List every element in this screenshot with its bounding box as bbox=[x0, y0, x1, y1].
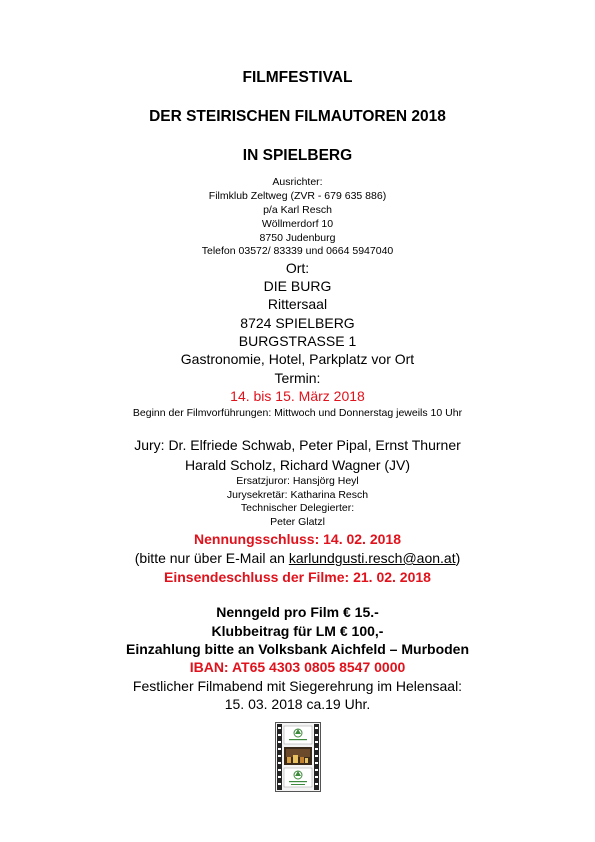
iban: IBAN: AT65 4303 0805 8547 0000 bbox=[189, 659, 406, 675]
venue-street: BURGSTRASSE 1 bbox=[238, 333, 357, 349]
entry-fee: Nenngeld pro Film € 15.- bbox=[216, 604, 379, 620]
title-line-1: FILMFESTIVAL bbox=[242, 69, 353, 86]
venue-label: Ort: bbox=[285, 260, 310, 276]
venue-city: 8724 SPIELBERG bbox=[240, 315, 355, 331]
evening-line-1: Festlicher Filmabend mit Siegerehrung im Helensaal: bbox=[132, 678, 463, 694]
email-prefix: (bitte nur über E-Mail an bbox=[134, 550, 289, 566]
date-value: 14. bis 15. März 2018 bbox=[230, 388, 365, 404]
jury-substitute: Ersatzjuror: Hansjörg Heyl bbox=[236, 475, 359, 487]
jury-line-2: Harald Scholz, Richard Wagner (JV) bbox=[184, 457, 411, 473]
organizer-label: Ausrichter: bbox=[272, 176, 323, 188]
jury-delegate-label: Technischer Delegierter: bbox=[240, 502, 355, 514]
venue-amenities: Gastronomie, Hotel, Parkplatz vor Ort bbox=[180, 351, 415, 367]
organizer-phone: Telefon 03572/ 83339 und 0664 5947040 bbox=[201, 245, 394, 257]
club-fee: Klubbeitrag für LM € 100,- bbox=[211, 623, 384, 639]
venue-room: Rittersaal bbox=[267, 296, 328, 312]
organizer-city: 8750 Judenburg bbox=[259, 232, 336, 244]
bank-info: Einzahlung bitte an Volksbank Aichfeld – Murboden bbox=[125, 641, 470, 657]
title-line-2: DER STEIRISCHEN FILMAUTOREN 2018 bbox=[149, 108, 446, 125]
organizer-street: Wöllmerdorf 10 bbox=[261, 218, 334, 230]
date-label: Termin: bbox=[274, 370, 321, 386]
email-link[interactable]: karlundgusti.resch@aon.at bbox=[288, 550, 456, 566]
venue-name: DIE BURG bbox=[263, 278, 332, 294]
jury-line-1: Jury: Dr. Elfriede Schwab, Peter Pipal, Ernst Thurner bbox=[134, 437, 461, 453]
screenings-info: Beginn der Filmvorführungen: Mittwoch und Donnerstag jeweils 10 Uhr bbox=[132, 407, 463, 419]
jury-delegate: Peter Glatzl bbox=[270, 516, 325, 528]
film-strip-logo-icon bbox=[275, 722, 321, 792]
title-line-3: IN SPIELBERG bbox=[242, 147, 353, 164]
submission-deadline: Einsendeschluss der Filme: 21. 02. 2018 bbox=[164, 569, 431, 585]
organizer-club: Filmklub Zeltweg (ZVR - 679 635 886) bbox=[208, 190, 387, 202]
entry-deadline: Nennungsschluss: 14. 02. 2018 bbox=[194, 531, 401, 547]
email-instruction bbox=[0, 550, 595, 566]
evening-line-2: 15. 03. 2018 ca.19 Uhr. bbox=[224, 696, 371, 712]
email-suffix: ) bbox=[455, 550, 461, 566]
jury-secretary: Jurysekretär: Katharina Resch bbox=[226, 489, 369, 501]
organizer-contact: p/a Karl Resch bbox=[263, 204, 332, 216]
